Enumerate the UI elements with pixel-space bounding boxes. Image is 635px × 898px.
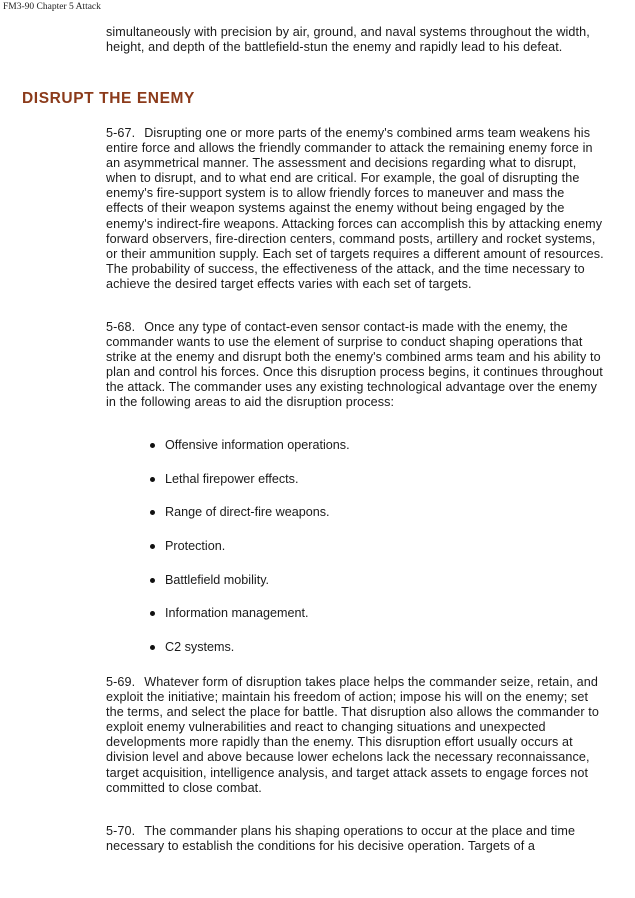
paragraph-number: 5-67. xyxy=(106,126,136,140)
list-item xyxy=(150,573,350,607)
paragraph-number: 5-70. xyxy=(106,824,136,838)
list-item-text: Protection. xyxy=(165,539,226,554)
paragraph-text: Disrupting one or more parts of the enemy's combined arms team weakens his entire force and allows the friendly commander to attack the remaining enemy force in an asymmetrical manner. The assessment and decisions regarding what to disrupt, when to disrupt, and to what end are critical. For example, the goal of disrupting the enemy's fire-support system is to allow friendly forces to maneuver and mass the effects of their weapon systems against the enemy without being engaged by the enemy's indirect-fire weapons. Attacking forces can accomplish this by attacking enemy forward observers, fire-direction centers, command posts, artillery and rocket systems, or their ammunition supply. Each set of targets requires a different amount of resources. The probability of success, the effectiveness of the attack, and the time necessary to achieve the desired target effects varies with each set of targets. xyxy=(106,126,604,291)
list-item xyxy=(150,539,350,573)
bullet-icon xyxy=(150,443,155,448)
list-item-text: Offensive information operations. xyxy=(165,438,350,452)
bullet-icon xyxy=(150,544,155,549)
intro-paragraph: simultaneously with precision by air, ground, and naval systems throughout the width, height, and depth of the battlefield-stun the enemy and rapidly lead to his defeat. xyxy=(106,25,590,55)
page-header-title: FM3-90 Chapter 5 Attack xyxy=(3,2,101,12)
bullet-icon xyxy=(150,578,155,583)
paragraph-number: 5-68. xyxy=(106,320,136,334)
list-item xyxy=(150,505,350,539)
list-item-text: Range of direct-fire weapons. xyxy=(165,505,330,520)
bullet-icon xyxy=(150,477,155,482)
list-item-text: Lethal firepower effects. xyxy=(165,471,299,486)
bullet-icon xyxy=(150,645,155,650)
paragraph-text: Once any type of contact-even sensor contact-is made with the enemy, the commander wants to use the element of surprise to conduct shaping operations that strike at the enemy and disrupt both the enemy's combined arms team and his ability to plan and control his forces. Once this disruption process begins, it continues throughout the attack. The commander uses any existing technological advantage over the enemy in the following areas to aid the disruption process: xyxy=(106,320,603,410)
paragraph-5-68 xyxy=(106,320,604,411)
paragraph-text: The commander plans his shaping operations to occur at the place and time necessary to establish the conditions for his decisive operation. Targets of a xyxy=(106,824,576,854)
paragraph-number: 5-69. xyxy=(106,675,136,689)
list-item xyxy=(150,606,350,640)
list-item-text: C2 systems. xyxy=(165,640,235,655)
list-item-text: Information management. xyxy=(165,606,309,621)
paragraph-text: Whatever form of disruption takes place helps the commander seize, retain, and exploit the initiative; maintain his freedom of action; impose his will on the enemy; set the terms, and select the place for battle. That disruption also allows the commander to exploit enemy vulnerabilities and react to changing situations and unexpected developments more rapidly than the enemy. This disruption effort usually occurs at division level and above because lower echelons lack the necessary reconnaissance, target acquisition, intelligence analysis, and target attack assets to engage forces not committed to close combat. xyxy=(106,675,599,795)
section-heading: DISRUPT THE ENEMY xyxy=(22,90,195,107)
disruption-areas-list xyxy=(150,438,350,674)
paragraph-5-69 xyxy=(106,675,604,796)
bullet-icon xyxy=(150,510,155,515)
list-item xyxy=(150,640,350,674)
list-item-text: Battlefield mobility. xyxy=(165,572,270,587)
bullet-icon xyxy=(150,611,155,616)
paragraph-5-67 xyxy=(106,126,604,292)
paragraph-5-70 xyxy=(106,824,604,854)
list-item xyxy=(150,438,350,472)
list-item xyxy=(150,472,350,506)
